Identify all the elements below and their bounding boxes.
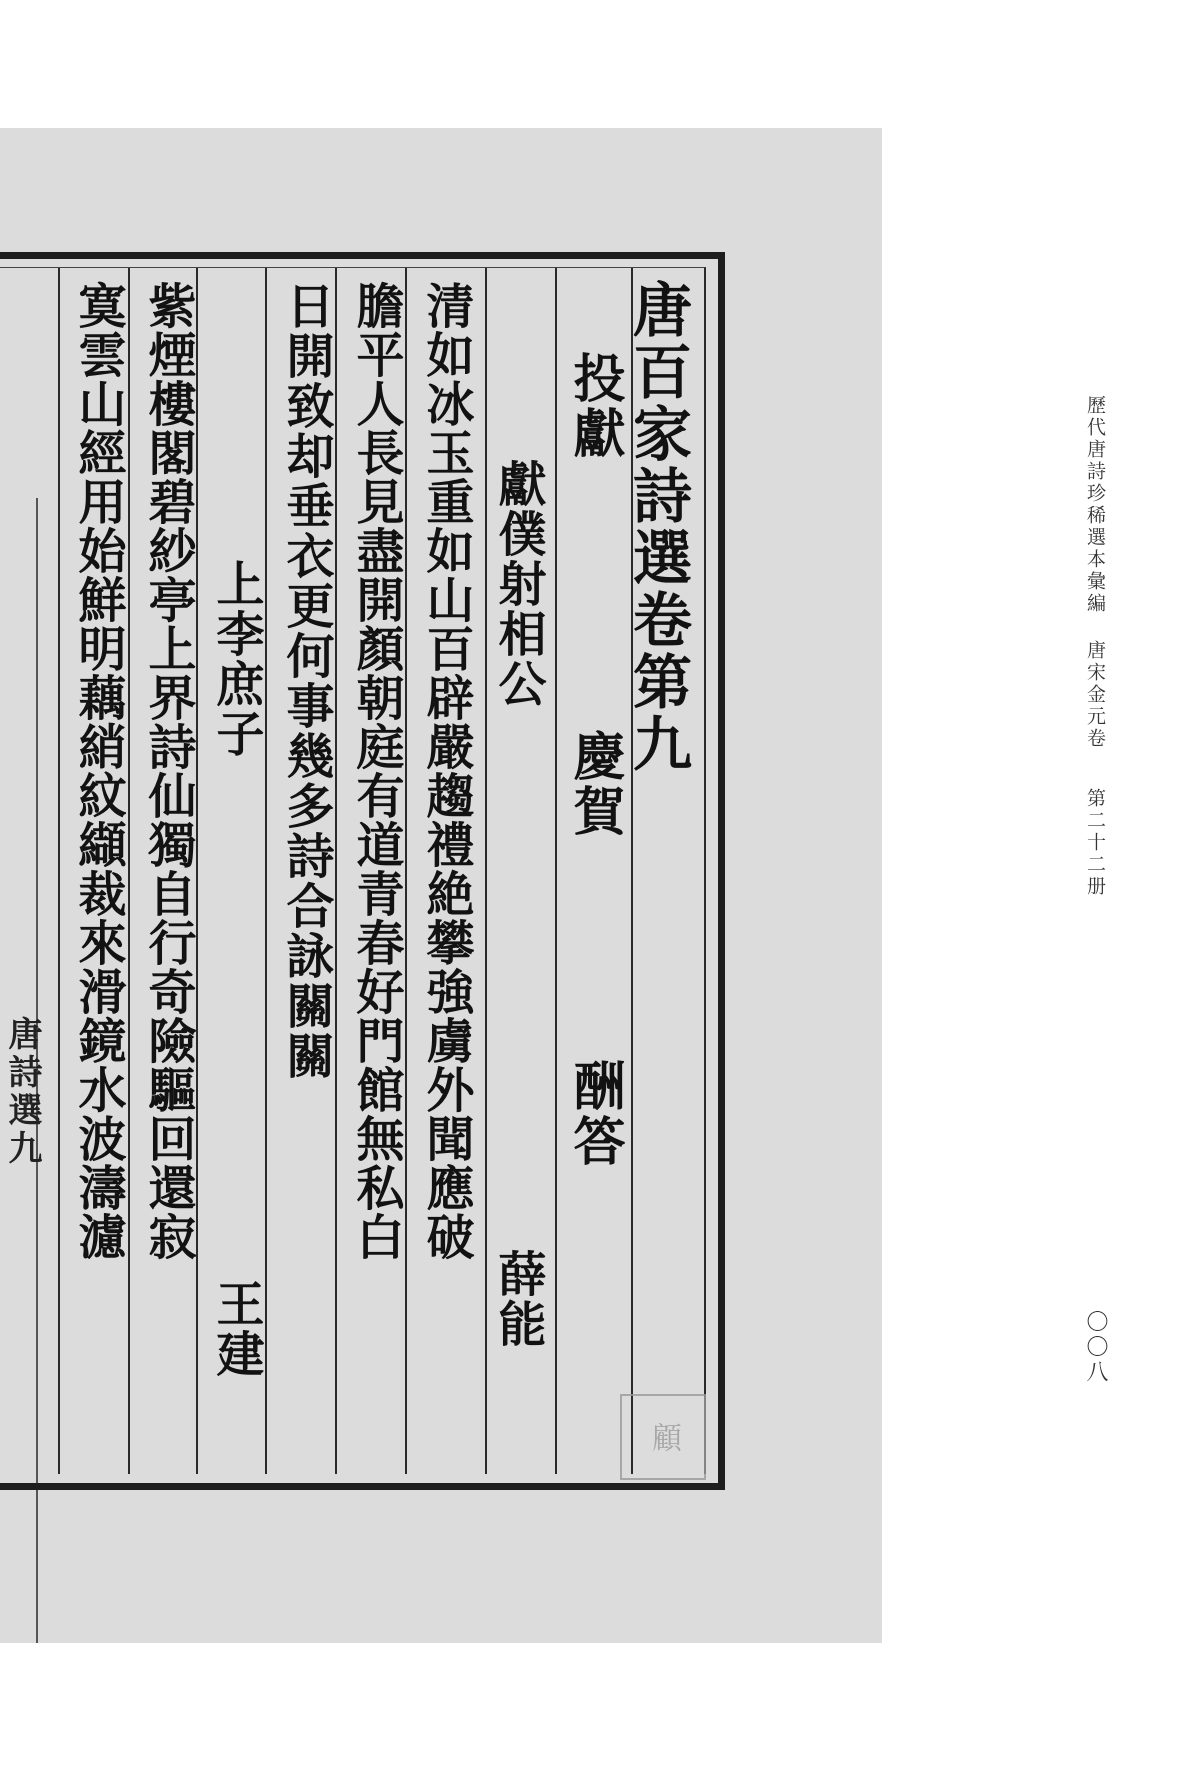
poem-author-2: 王建 <box>208 1279 264 1379</box>
adjacent-page-label: 唐詩選九 <box>2 1016 42 1168</box>
collector-seal: 顧 <box>620 1394 706 1480</box>
column-divider <box>555 268 557 1474</box>
category-touxian: 投獻 <box>564 351 625 461</box>
column-divider <box>335 268 337 1474</box>
poem-title-2: 上李庶子 <box>208 559 264 759</box>
page-number: 〇〇八 <box>1083 1310 1108 1385</box>
volume-heading: 唐百家詩選卷第九 <box>623 279 692 775</box>
column-divider <box>265 268 267 1474</box>
column-divider <box>58 268 60 1474</box>
category-qinghe: 慶賀 <box>564 729 625 839</box>
poem-author-1: 薛能 <box>490 1249 546 1349</box>
text-frame <box>0 252 725 1490</box>
column-divider <box>485 268 487 1474</box>
poem-line-1: 清如冰玉重如山百辟嚴趨禮絶攀強虜外聞應破 <box>418 281 474 1261</box>
column-divider <box>405 268 407 1474</box>
poem-line-4: 紫煙樓閣碧紗亭上界詩仙獨自行奇險驅回還寂 <box>140 281 196 1261</box>
poem-line-3: 日開致却垂衣更何事幾多詩合詠關關 <box>278 281 334 1081</box>
series-title: 歷代唐詩珍稀選本彙編 <box>1084 395 1106 615</box>
volume-number: 第二十二册 <box>1084 788 1106 898</box>
poem-title-1: 獻僕射相公 <box>490 459 546 709</box>
scanned-page <box>0 128 882 1643</box>
volume-title: 唐宋金元卷 <box>1084 640 1106 750</box>
poem-line-5: 寞雲山經用始鮮明藕綃紋纈裁來滑鏡水波濤濾 <box>70 281 126 1261</box>
column-divider <box>128 268 130 1474</box>
poem-line-2: 膽平人長見盡開顏朝庭有道青春好門館無私白 <box>348 281 404 1261</box>
category-chouda: 酬答 <box>564 1059 625 1169</box>
column-divider <box>196 268 198 1474</box>
